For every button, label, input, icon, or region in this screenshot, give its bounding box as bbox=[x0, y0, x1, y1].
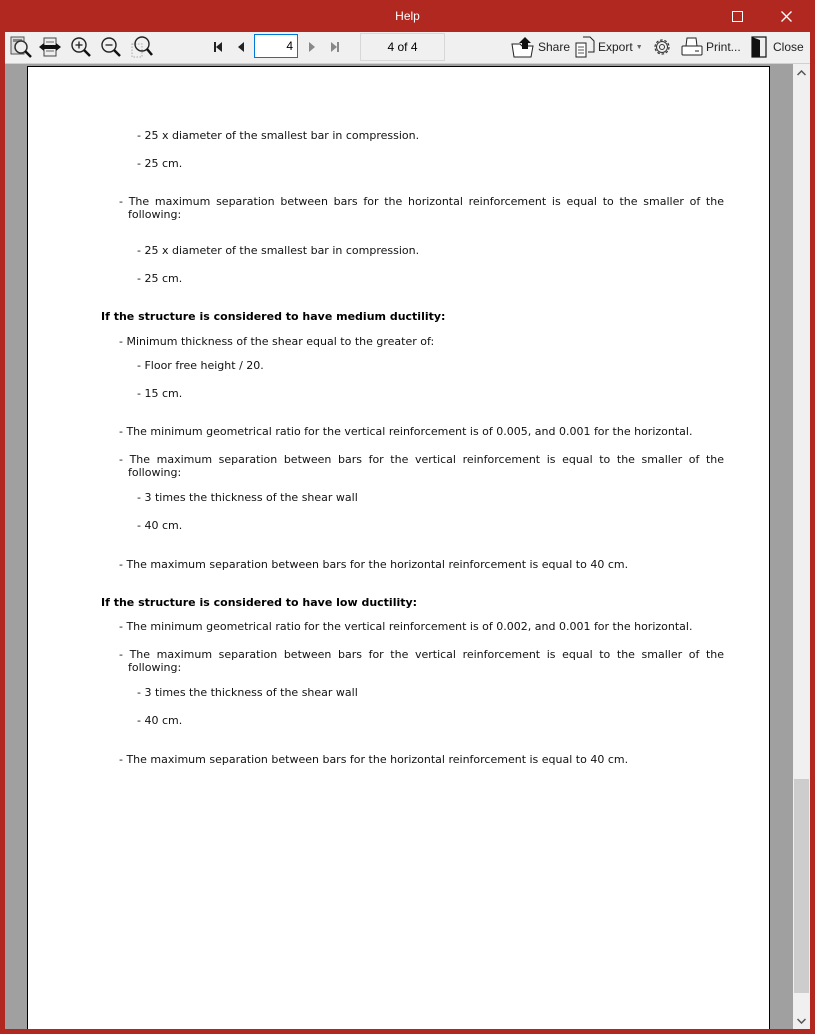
dropdown-arrow-icon: ▼ bbox=[635, 43, 643, 51]
fit-width-icon bbox=[38, 35, 62, 59]
list-item: - 40 cm. bbox=[137, 714, 183, 727]
zoom-out-icon bbox=[99, 35, 123, 59]
scroll-down-button[interactable] bbox=[793, 1012, 810, 1029]
close-icon bbox=[781, 11, 792, 22]
list-item: - 25 x diameter of the smallest bar in compression. bbox=[137, 129, 420, 142]
previous-page-button[interactable] bbox=[232, 37, 250, 57]
document-viewer[interactable] bbox=[5, 64, 793, 1029]
list-item: - 25 cm. bbox=[137, 272, 183, 285]
paragraph-ratio: - The minimum geometrical ratio for the vertical reinforcement is of 0.002, and 0.001 for the horizontal. bbox=[119, 620, 693, 633]
scrollbar-thumb[interactable] bbox=[794, 779, 809, 993]
page-number-input[interactable]: 4 bbox=[254, 34, 298, 58]
list-item: - 25 x diameter of the smallest bar in compression. bbox=[137, 244, 420, 257]
paragraph-ratio: - The minimum geometrical ratio for the vertical reinforcement is of 0.005, and 0.001 for the horizontal. bbox=[119, 425, 693, 438]
fit-width-button[interactable] bbox=[37, 35, 63, 59]
close-button[interactable] bbox=[750, 35, 804, 59]
window-title: Help bbox=[395, 9, 420, 23]
export-button[interactable] bbox=[575, 35, 643, 59]
title-bar[interactable] bbox=[0, 0, 815, 32]
section-heading-low-ductility: If the structure is considered to have low ductility: bbox=[101, 596, 418, 609]
first-page-button[interactable] bbox=[209, 37, 227, 57]
vertical-scrollbar[interactable] bbox=[793, 64, 810, 1029]
paragraph-min-thickness: - Minimum thickness of the shear equal to the greater of: bbox=[119, 335, 435, 348]
page-view-icon bbox=[9, 35, 33, 59]
close-label: Close bbox=[773, 40, 804, 54]
list-item: - 40 cm. bbox=[137, 519, 183, 532]
paragraph-vertical-separation: - The maximum separation between bars for the vertical reinforcement is equal to the smaller of the following: bbox=[119, 648, 724, 674]
paragraph-horizontal-separation: - The maximum separation between bars for the horizontal reinforcement is equal to the smaller of the following: bbox=[119, 195, 724, 221]
paragraph-horizontal-separation: - The maximum separation between bars for the horizontal reinforcement is equal to 40 cm. bbox=[119, 558, 629, 571]
share-label: Share bbox=[538, 40, 571, 54]
zoom-in-button[interactable] bbox=[68, 35, 94, 59]
previous-page-icon bbox=[235, 41, 247, 53]
toolbar bbox=[5, 32, 810, 64]
zoom-in-icon bbox=[69, 35, 93, 59]
last-page-button[interactable] bbox=[326, 37, 344, 57]
paragraph-horizontal-separation: - The maximum separation between bars for the horizontal reinforcement is equal to 40 cm. bbox=[119, 753, 629, 766]
zoom-out-button[interactable] bbox=[98, 35, 124, 59]
scroll-down-icon bbox=[797, 1018, 806, 1024]
printer-icon bbox=[681, 36, 703, 58]
list-item: - 25 cm. bbox=[137, 157, 183, 170]
section-heading-medium-ductility: If the structure is considered to have medium ductility: bbox=[101, 310, 446, 323]
last-page-icon bbox=[329, 41, 341, 53]
close-window-button[interactable] bbox=[763, 0, 809, 32]
door-exit-icon bbox=[750, 36, 770, 58]
zoom-area-icon bbox=[130, 35, 154, 59]
page-count: 4 of 4 bbox=[360, 33, 445, 61]
export-icon bbox=[575, 36, 595, 58]
print-label: Print... bbox=[706, 40, 741, 54]
page-view-button[interactable] bbox=[8, 35, 34, 59]
share-icon bbox=[511, 36, 535, 58]
list-item: - 3 times the thickness of the shear wall bbox=[137, 491, 358, 504]
document-page bbox=[27, 66, 770, 1029]
settings-button[interactable] bbox=[651, 35, 673, 59]
list-item: - 15 cm. bbox=[137, 387, 183, 400]
print-button[interactable] bbox=[681, 35, 741, 59]
export-label: Export bbox=[598, 40, 633, 54]
maximize-icon bbox=[732, 11, 743, 22]
gear-icon bbox=[651, 36, 673, 58]
zoom-area-button[interactable] bbox=[129, 35, 155, 59]
list-item: - 3 times the thickness of the shear wall bbox=[137, 686, 358, 699]
scroll-up-icon bbox=[797, 70, 806, 76]
share-button[interactable] bbox=[511, 35, 570, 59]
paragraph-vertical-separation: - The maximum separation between bars for the vertical reinforcement is equal to the smaller of the following: bbox=[119, 453, 724, 479]
scroll-up-button[interactable] bbox=[793, 64, 810, 81]
list-item: - Floor free height / 20. bbox=[137, 359, 264, 372]
first-page-icon bbox=[212, 41, 224, 53]
next-page-icon bbox=[306, 41, 318, 53]
maximize-button[interactable] bbox=[714, 0, 760, 32]
next-page-button[interactable] bbox=[303, 37, 321, 57]
